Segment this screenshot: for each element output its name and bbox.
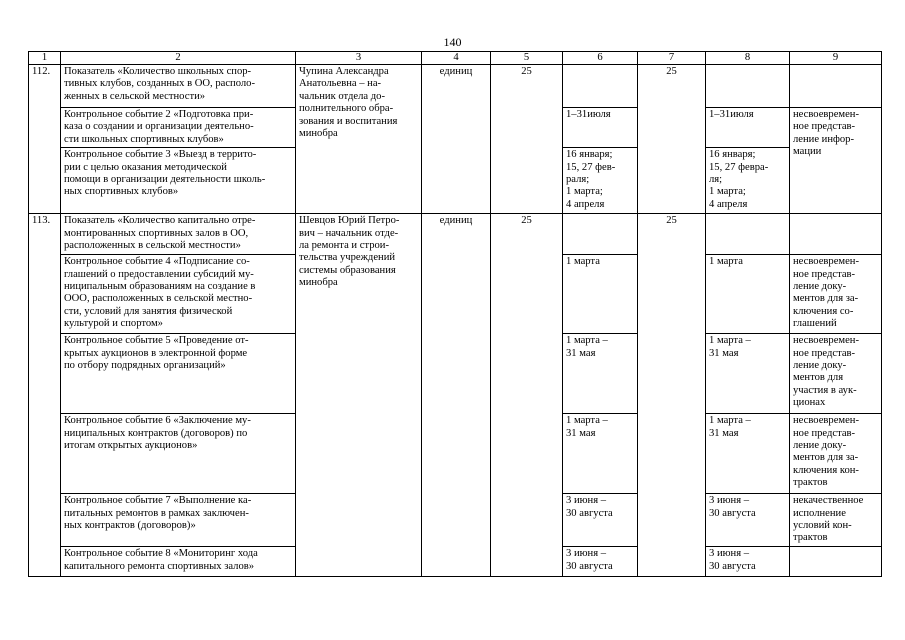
control-event-3: Контрольное событие 3 «Выезд в террито- рии с целью оказания методической помощи в организации деятельности школь- ных спортивных клубов» xyxy=(61,148,296,214)
control-event-4: Контрольное событие 4 «Подписание со- глашений о предоставлении субсидий му- ниципальным образованиям на создание в ООО, расположенных в сельской местно- сти, условий для занятия физической культурой и спортом» xyxy=(61,255,296,334)
page-number: 140 xyxy=(443,35,462,49)
event-8-risk xyxy=(790,547,882,577)
event-4-risk: несвоевремен- ное представ- ление доку- ментов для за- ключения со- глашений xyxy=(790,255,882,334)
header-cell-1: 1 xyxy=(29,52,61,65)
event-2-risk: несвоевремен- ное представ- ление инфор- мации xyxy=(790,108,882,214)
header-row xyxy=(29,52,882,65)
header-cell-9: 9 xyxy=(790,52,882,65)
event-4-date-col8: 1 марта xyxy=(706,255,790,334)
value-cell-7: 25 xyxy=(638,214,706,577)
row-number: 113. xyxy=(29,214,61,577)
event-4-date-col6: 1 марта xyxy=(563,255,638,334)
event-7-risk: некачественное исполнение условий кон- трактов xyxy=(790,494,882,547)
unit-cell: единиц xyxy=(422,65,491,214)
header-cell-2: 2 xyxy=(61,52,296,65)
header-cell-6: 6 xyxy=(563,52,638,65)
header-cell-3: 3 xyxy=(296,52,422,65)
value-cell-5: 25 xyxy=(491,65,563,214)
value-cell-7: 25 xyxy=(638,65,706,214)
event-6-date-col8: 1 марта – 31 мая xyxy=(706,414,790,494)
control-event-5: Контрольное событие 5 «Проведение от- крытых аукционов в электронной форме по отбору подрядных организаций» xyxy=(61,334,296,414)
event-8-date-col6: 3 июня – 30 августа xyxy=(563,547,638,577)
empty-cell xyxy=(563,65,638,108)
table-row xyxy=(29,214,882,255)
value-cell-5: 25 xyxy=(491,214,563,577)
control-event-7: Контрольное событие 7 «Выполнение ка- питальных ремонтов в рамках заключен- ных контрактов (договоров)» xyxy=(61,494,296,547)
empty-cell xyxy=(790,214,882,255)
responsible-cell: Шевцов Юрий Петро- вич – начальник отде- ла ремонта и строи- тельства учреждений системы образования минобра xyxy=(296,214,422,577)
event-7-date-col6: 3 июня – 30 августа xyxy=(563,494,638,547)
control-event-8: Контрольное событие 8 «Мониторинг хода капитального ремонта спортивных залов» xyxy=(61,547,296,577)
control-event-6: Контрольное событие 6 «Заключение му- ниципальных контрактов (договоров) по итогам открытых аукционов» xyxy=(61,414,296,494)
event-5-risk: несвоевремен- ное представ- ление доку- ментов для участия в аук- ционах xyxy=(790,334,882,414)
control-events-table xyxy=(28,51,882,577)
table-row xyxy=(29,65,882,108)
control-event-2: Контрольное событие 2 «Подготовка при- каза о создании и организации деятельно- сти школьных спортивных клубов» xyxy=(61,108,296,148)
event-2-date-col6: 1–31июля xyxy=(563,108,638,148)
event-8-date-col8: 3 июня – 30 августа xyxy=(706,547,790,577)
header-cell-4: 4 xyxy=(422,52,491,65)
event-6-risk: несвоевремен- ное представ- ление доку- ментов для за- ключения кон- трактов xyxy=(790,414,882,494)
event-5-date-col8: 1 марта – 31 мая xyxy=(706,334,790,414)
header-cell-7: 7 xyxy=(638,52,706,65)
header-cell-5: 5 xyxy=(491,52,563,65)
indicator-cell: Показатель «Количество капитально отре- монтированных спортивных залов в ОО, расположенных в сельской местности» xyxy=(61,214,296,255)
unit-cell: единиц xyxy=(422,214,491,577)
event-5-date-col6: 1 марта – 31 мая xyxy=(563,334,638,414)
row-number: 112. xyxy=(29,65,61,214)
empty-cell xyxy=(706,65,790,108)
empty-cell xyxy=(563,214,638,255)
event-3-date-col8: 16 января; 15, 27 февра- ля; 1 марта; 4 апреля xyxy=(706,148,790,214)
empty-cell xyxy=(706,214,790,255)
event-7-date-col8: 3 июня – 30 августа xyxy=(706,494,790,547)
header-cell-8: 8 xyxy=(706,52,790,65)
event-6-date-col6: 1 марта – 31 мая xyxy=(563,414,638,494)
indicator-cell: Показатель «Количество школьных спор- тивных клубов, созданных в ОО, располо- женных в сельской местности» xyxy=(61,65,296,108)
empty-cell xyxy=(790,65,882,108)
event-2-date-col8: 1–31июля xyxy=(706,108,790,148)
responsible-cell: Чупина Александра Анатольевна – на- чальник отдела до- полнительного обра- зования и воспитания минобра xyxy=(296,65,422,214)
event-3-date-col6: 16 января; 15, 27 фев- раля; 1 марта; 4 апреля xyxy=(563,148,638,214)
